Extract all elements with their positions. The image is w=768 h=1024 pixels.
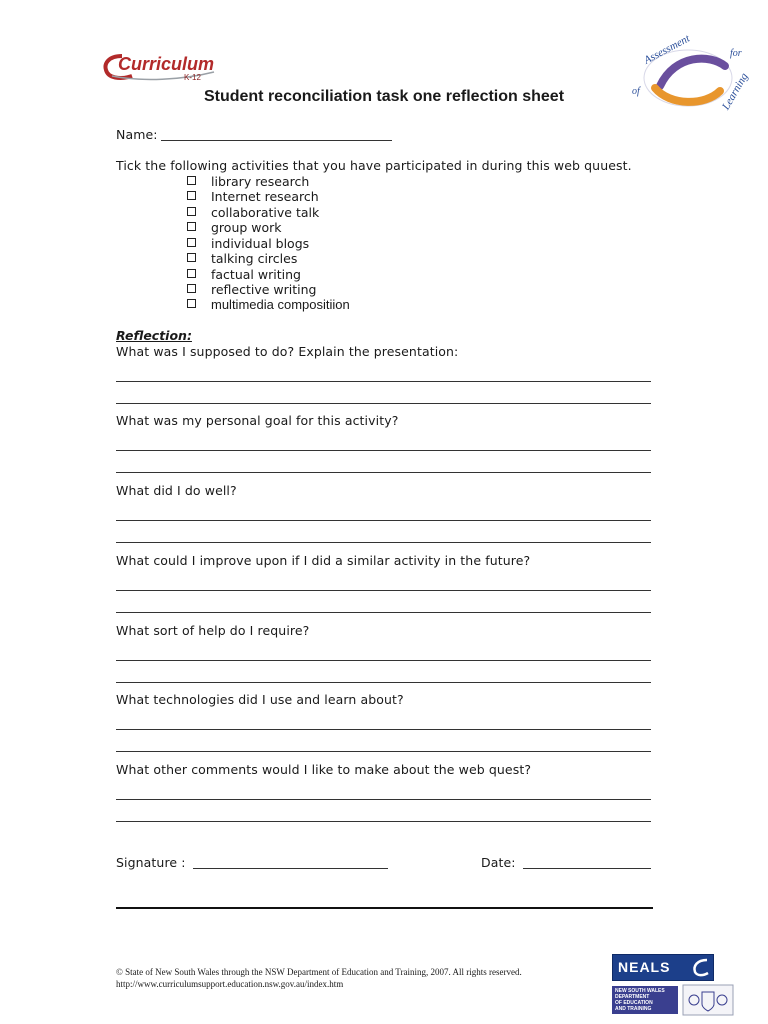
activities-intro: Tick the following activities that you have participated in during this web quuest.	[116, 158, 632, 173]
answer-line[interactable]	[116, 472, 651, 473]
answer-line[interactable]	[116, 381, 651, 382]
curriculum-logo-text: Curriculum	[118, 54, 215, 74]
activity-item[interactable]: individual blogs	[187, 236, 309, 251]
question-label: What sort of help do I require?	[116, 623, 310, 638]
answer-line[interactable]	[116, 751, 651, 752]
checkbox-icon[interactable]	[187, 238, 196, 247]
date-field[interactable]	[523, 868, 651, 869]
afl-word-of: of	[632, 86, 640, 97]
nsw-coat-of-arms-icon	[682, 984, 734, 1016]
nsw-det-logo-text: NEW SOUTH WALES DEPARTMENT OF EDUCATION AND TRAINING	[615, 988, 665, 1012]
curriculum-logo-sub: K-12	[184, 73, 201, 82]
afl-word-learning: Learning	[720, 71, 751, 112]
question-label: What could I improve upon if I did a similar activity in the future?	[116, 553, 531, 568]
activity-item[interactable]: talking circles	[187, 251, 297, 266]
checkbox-icon[interactable]	[187, 284, 196, 293]
neals-swoosh-icon	[689, 957, 711, 978]
nsw-det-logo	[612, 986, 678, 1014]
activity-item[interactable]: collaborative talk	[187, 205, 319, 220]
activity-item[interactable]: Internet research	[187, 189, 319, 204]
activity-item[interactable]: multimedia compositiion	[187, 297, 350, 312]
checkbox-icon[interactable]	[187, 222, 196, 231]
answer-line[interactable]	[116, 520, 651, 521]
copyright-text: © State of New South Wales through the NSW Department of Education and Training, 2007. All rights reserved.	[116, 967, 522, 977]
checkbox-icon[interactable]	[187, 269, 196, 278]
activity-item[interactable]: group work	[187, 220, 282, 235]
neals-logo	[612, 954, 714, 981]
activity-item[interactable]: reflective writing	[187, 282, 317, 297]
question-label: What was my personal goal for this activity?	[116, 413, 399, 428]
checkbox-icon[interactable]	[187, 299, 196, 308]
afl-word-assessment: Assessment	[642, 32, 692, 67]
activity-item[interactable]: library research	[187, 174, 309, 189]
name-field[interactable]	[161, 140, 392, 141]
reflection-heading: Reflection:	[116, 328, 192, 343]
curriculum-logo	[102, 52, 217, 84]
answer-line[interactable]	[116, 821, 651, 822]
answer-line[interactable]	[116, 450, 651, 451]
footer-divider	[116, 907, 653, 909]
neals-logo-text: NEALS	[618, 959, 671, 975]
answer-line[interactable]	[116, 660, 651, 661]
answer-line[interactable]	[116, 590, 651, 591]
activity-item[interactable]: factual writing	[187, 267, 301, 282]
name-label: Name:	[116, 127, 158, 142]
page-title: Student reconciliation task one reflection sheet	[203, 88, 565, 105]
checkbox-icon[interactable]	[187, 176, 196, 185]
date-label: Date:	[481, 855, 516, 870]
footer-url-link[interactable]: http://www.curriculumsupport.education.nsw.gov.au/index.htm	[116, 979, 344, 989]
answer-line[interactable]	[116, 542, 651, 543]
question-label: What was I supposed to do? Explain the presentation:	[116, 344, 459, 359]
answer-line[interactable]	[116, 799, 651, 800]
question-label: What did I do well?	[116, 483, 237, 498]
checkbox-icon[interactable]	[187, 207, 196, 216]
question-label: What technologies did I use and learn about?	[116, 692, 404, 707]
answer-line[interactable]	[116, 403, 651, 404]
answer-line[interactable]	[116, 729, 651, 730]
answer-line[interactable]	[116, 612, 651, 613]
checkbox-icon[interactable]	[187, 253, 196, 262]
answer-line[interactable]	[116, 682, 651, 683]
signature-field[interactable]	[193, 868, 388, 869]
checkbox-icon[interactable]	[187, 191, 196, 200]
afl-word-for: for	[730, 48, 742, 59]
question-label: What other comments would I like to make about the web quest?	[116, 762, 532, 777]
signature-label: Signature :	[116, 855, 186, 870]
